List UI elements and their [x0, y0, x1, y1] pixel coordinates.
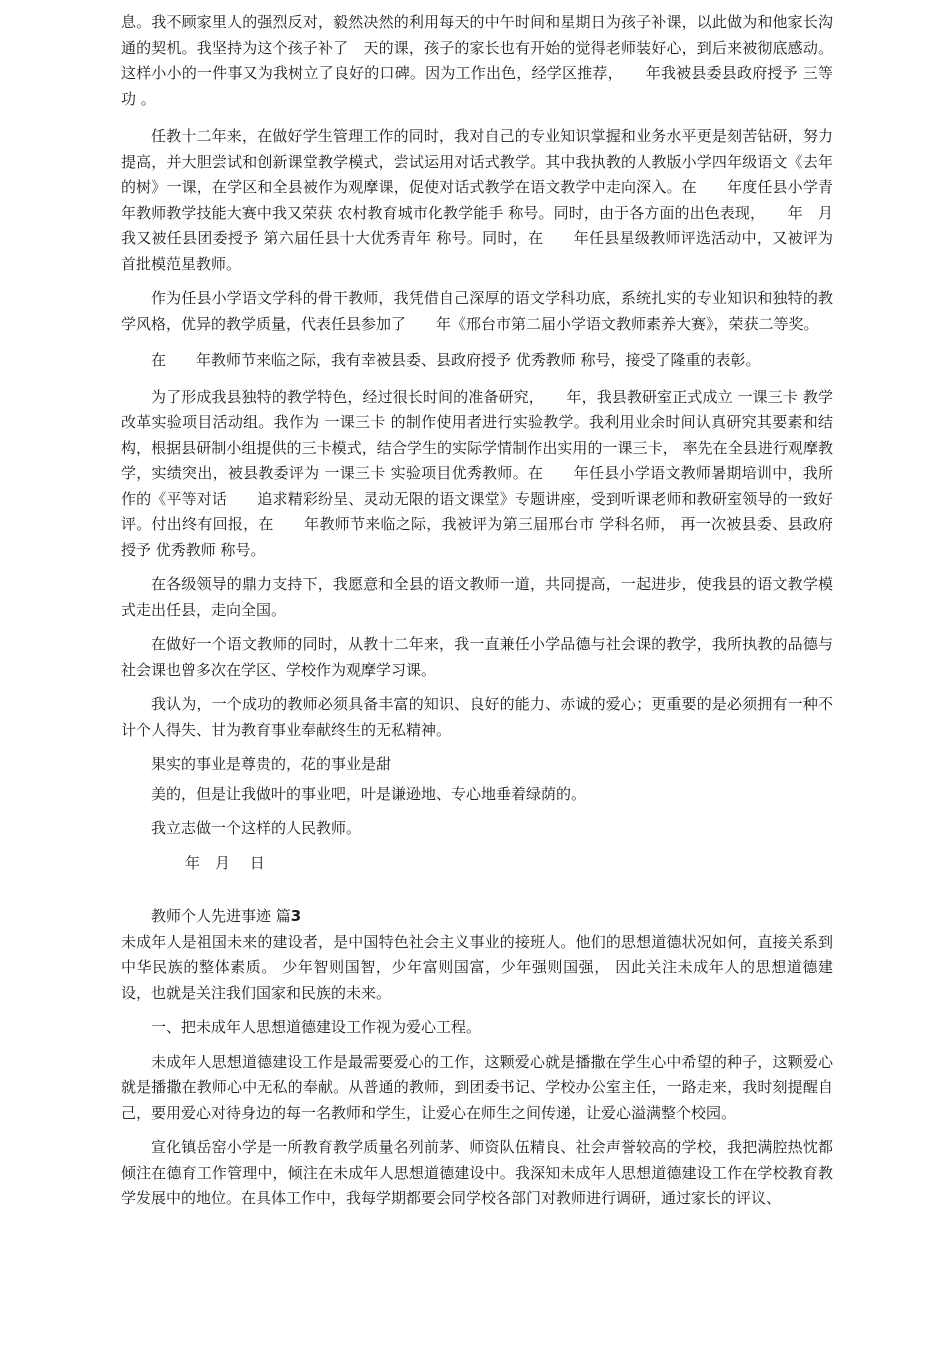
section-number: 3 — [290, 907, 302, 925]
paragraph-11: 未成年人思想道德建设工作是最需要爱心的工作，这颗爱心就是播撒在学生心中希望的种子，这颗爱心就是播撒在教师心中无私的奉献。从普通的教师，到团委书记、学校办公室主任，一路走来，我时刻提醒自己，要用爱心对待身边的每一名教师和学生，让爱心在师生之间传递，让爱心溢满整个校园。 — [121, 1052, 833, 1122]
closing-line-3: 我立志做一个这样的人民教师。 — [151, 819, 362, 837]
paragraph-10: 一、把未成年人思想道德建设工作视为爱心工程。 — [151, 1018, 482, 1036]
closing-line-1: 果实的事业是尊贵的，花的事业是甜 — [151, 755, 392, 773]
paragraph-9: 未成年人是祖国未来的建设者，是中国特色社会主义事业的接班人。他们的思想道德状况如何，直接关系到中华民族的整体素质。 少年智则国智，少年富则国富，少年强则国强， 因此关注未成年人的思想道德建设，也就是关注我们国家和民族的未来。 — [121, 932, 833, 1002]
paragraph-2: 任教十二年来，在做好学生管理工作的同时，我对自己的专业知识掌握和业务水平更是刻苦钻研，努力提高，并大胆尝试和创新课堂教学模式，尝试运用对话式教学。其中我执教的人教版小学四年级语文《去年的树》一课，在学区和全县被作为观摩课，促使对话式教学在语文教学中走向深入。在 年度任县小学青年教师教学技能大赛中我又荣获 农村教育城市化教学能手 称号。同时，由于各方面的出色表现， 年 月我又被任县团委授予 第六届任县十大优秀青年 称号。同时，在 年任县星级教师评选活动中，又被评为首批模范星教师。 — [121, 127, 833, 273]
document-body — [121, 0, 833, 1221]
section-heading — [121, 904, 833, 930]
paragraph-5: 为了形成我县独特的教学特色，经过很长时间的准备研究， 年，我县教研室正式成立 一课三卡 教学改革实验项目活动组。我作为 一课三卡 的制作使用者进行实验教学。我利用业余时间认真研究其要素和结构，根据县研制小组提供的三卡模式，结合学生的实际学情制作出实用的一课三卡， 率先在全县进行观摩教学，实绩突出，被县教委评为 一课三卡 实验项目优秀教师。在 年任县小学语文教师暑期培训中，我所作的《平等对话 追求精彩纷呈、灵动无限的语文课堂》专题讲座，受到听课老师和教研室领导的一致好评。付出终有回报，在 年教师节来临之际，我被评为第三届邢台市 学科名师， 再一次被县委、县政府授予 优秀教师 称号。 — [121, 387, 833, 559]
paragraph-1: 息。我不顾家里人的强烈反对，毅然决然的利用每天的中午时间和星期日为孩子补课，以此做为和他家长沟通的契机。我坚持为这个孩子补了 天的课，孩子的家长也有开始的觉得老师装好心，到后来被彻底感动。这样小小的一件事又为我树立了良好的口碑。因为工作出色，经学区推荐， 年我被县委县政府授予 三等功 。 — [121, 13, 833, 108]
paragraph-6: 在各级领导的鼎力支持下，我愿意和全县的语文教师一道，共同提高，一起进步，使我县的语文教学模式走出任县，走向全国。 — [121, 575, 833, 619]
paragraph-7: 在做好一个语文教师的同时，从教十二年来，我一直兼任小学品德与社会课的教学，我所执教的品德与社会课也曾多次在学区、学校作为观摩学习课。 — [121, 635, 833, 679]
closing-line-2: 美的，但是让我做叶的事业吧，叶是谦逊地、专心地垂着绿荫的。 — [151, 784, 587, 803]
paragraph-8: 我认为，一个成功的教师必须具备丰富的知识、良好的能力、赤诚的爱心；更重要的是必须拥有一种不计个人得失、甘为教育事业奉献终生的无私精神。 — [121, 695, 833, 739]
paragraph-4: 在 年教师节来临之际，我有幸被县委、县政府授予 优秀教师 称号，接受了隆重的表彰。 — [151, 351, 761, 369]
date-line: 年 月 日 — [185, 853, 265, 872]
paragraph-3: 作为任县小学语文学科的骨干教师，我凭借自己深厚的语文学科功底，系统扎实的专业知识和独特的教学风格，优异的教学质量，代表任县参加了 年《邢台市第二届小学语文教师素养大赛》，荣获二等奖。 — [121, 289, 833, 333]
section-title: 教师个人先进事迹 篇 — [151, 907, 291, 925]
paragraph-12: 宣化镇岳窑小学是一所教育教学质量名列前茅、师资队伍精良、社会声誉较高的学校，我把满腔热忱都倾注在德育工作管理中，倾注在未成年人思想道德建设中。我深知未成年人思想道德建设工作在学校教育教学发展中的地位。在具体工作中，我每学期都要会同学校各部门对教师进行调研，通过家长的评议、 — [121, 1138, 833, 1207]
